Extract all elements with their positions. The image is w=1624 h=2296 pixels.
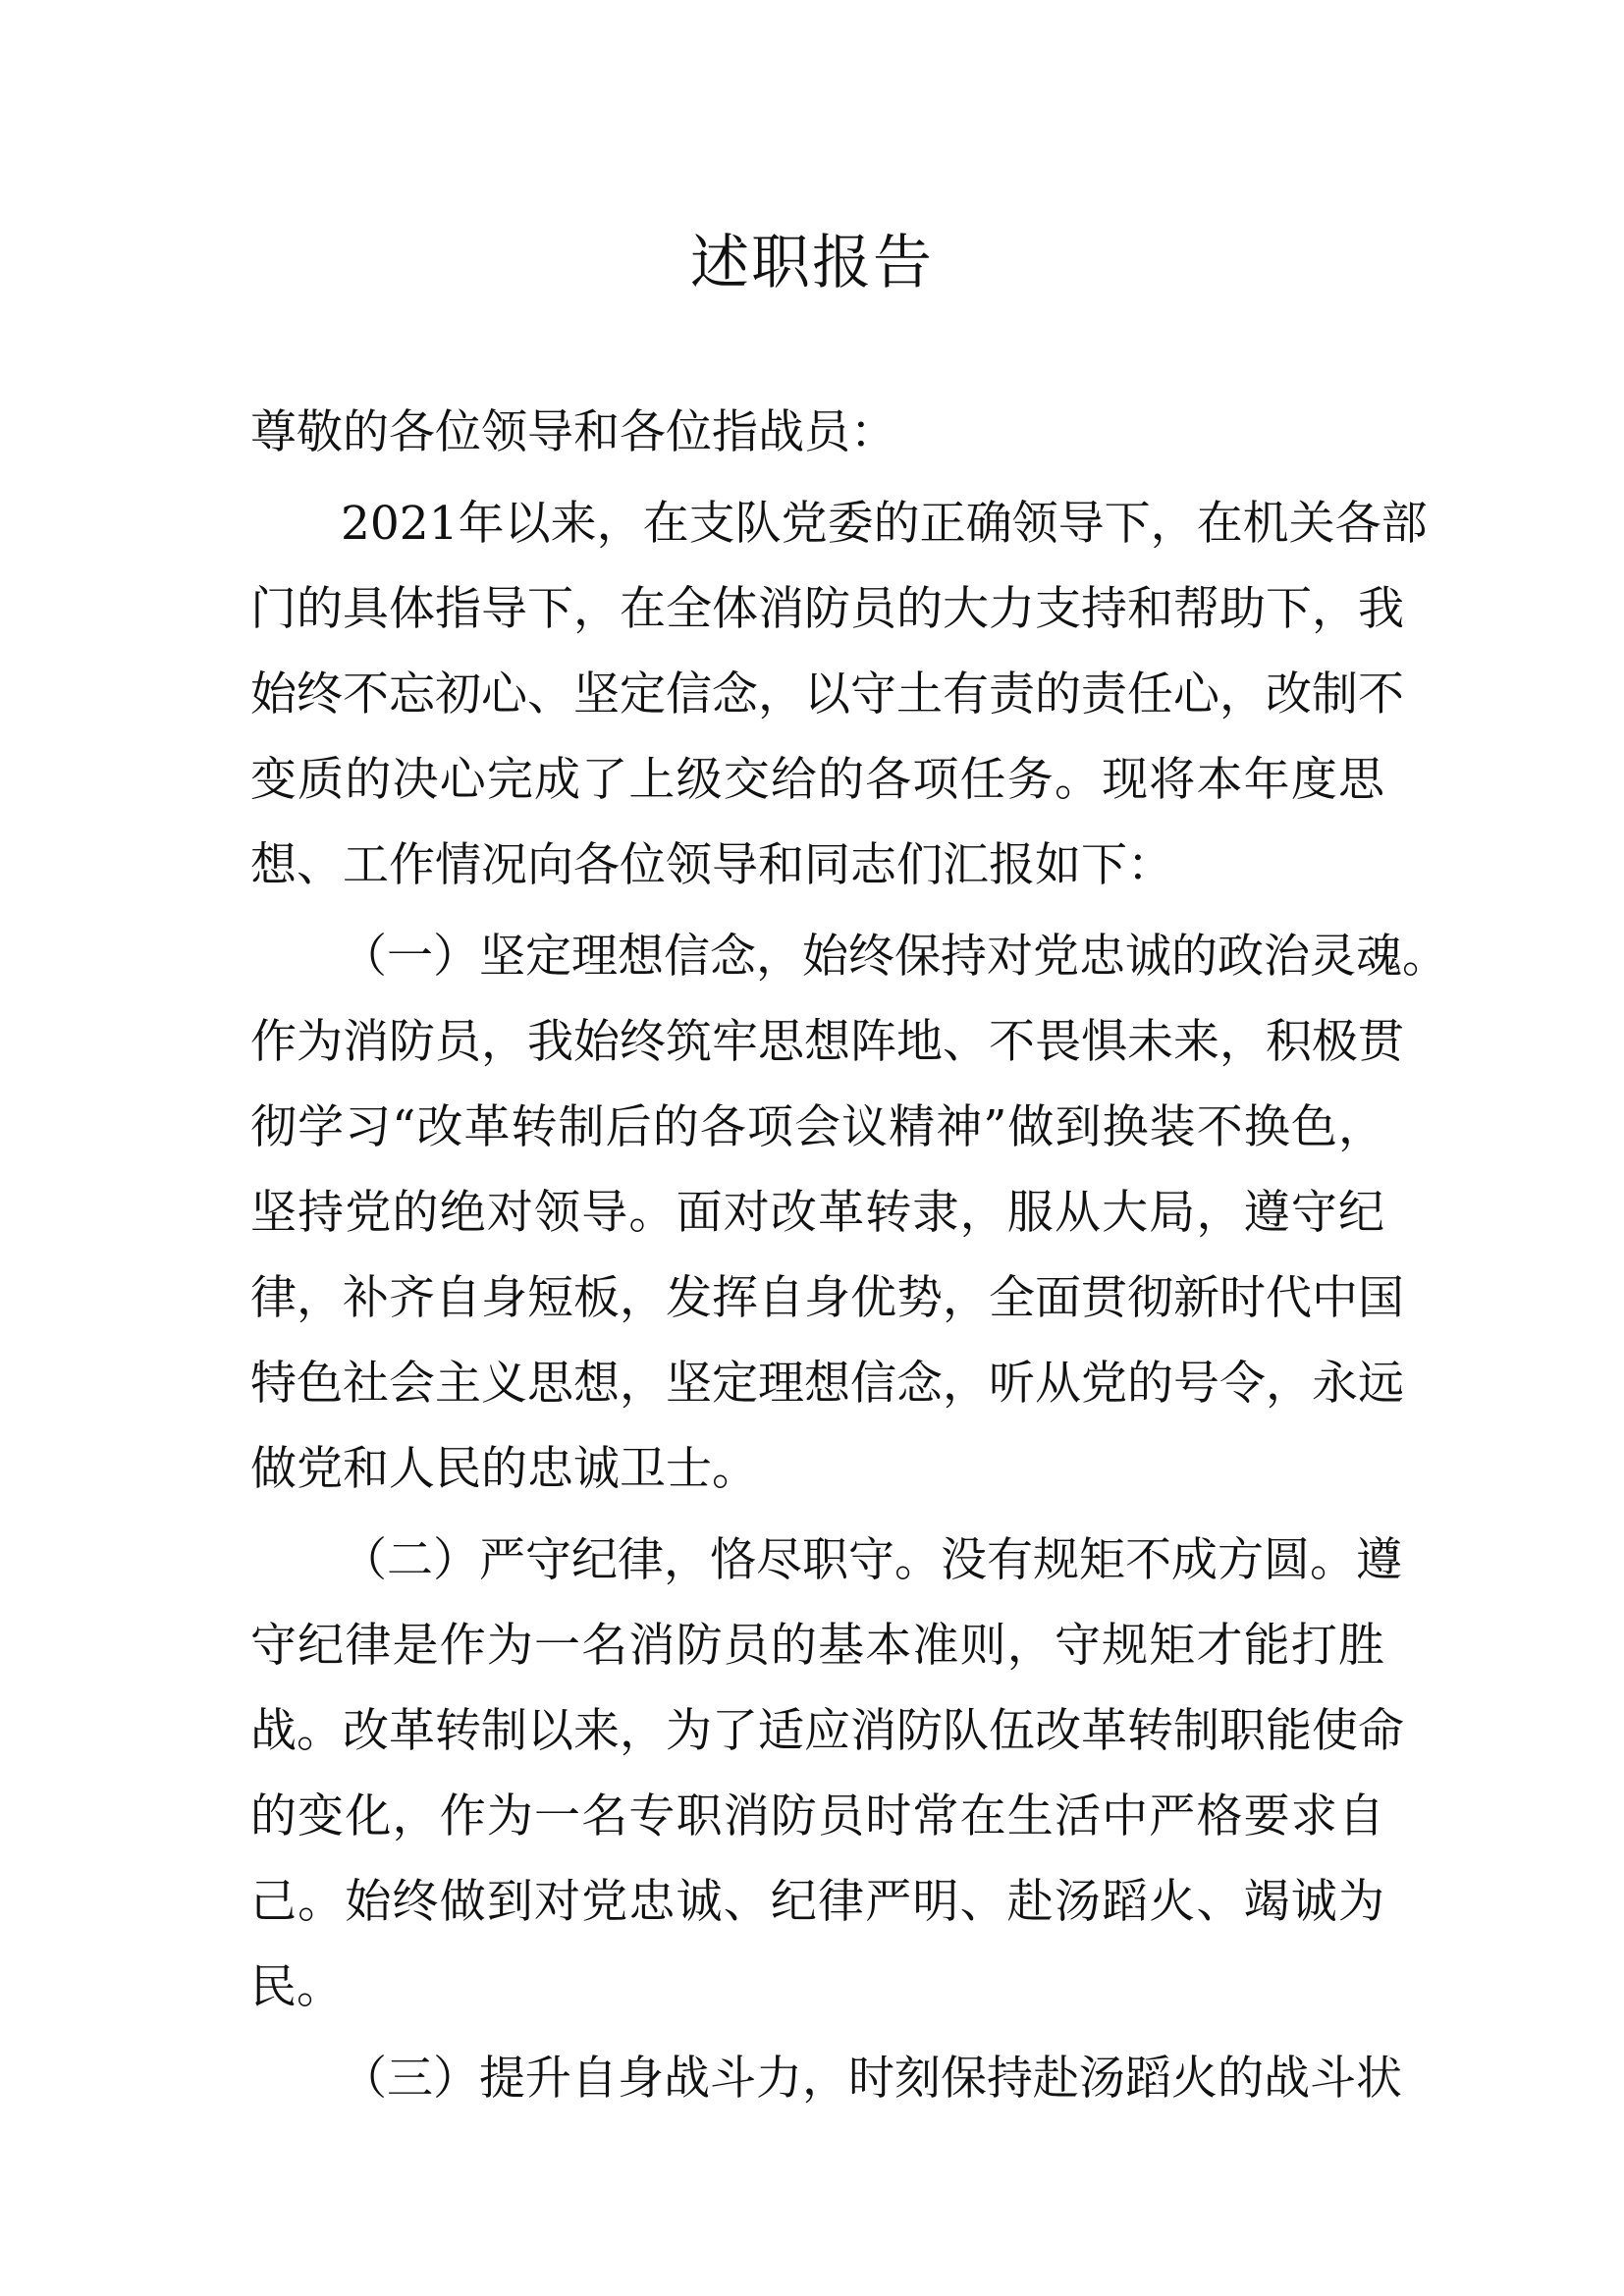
text-line: （二）严守纪律，恪尽职守。没有规矩不成方圆。遵	[341, 1533, 1402, 1587]
text-line: 始终不忘初心、坚定信念，以守土有责的责任心，改制不	[250, 667, 1404, 721]
text-line: 想、工作情况向各位领导和同志们汇报如下：	[250, 838, 1173, 892]
document-body	[250, 390, 1448, 2127]
text-line: 做党和人民的忠诚卫士。	[250, 1442, 758, 1496]
text-line: 特色社会主义思想，坚定理想信念，听从党的号令，永远	[250, 1357, 1404, 1411]
text-line: 守纪律是作为一名消防员的基本准则，守规矩才能打胜	[250, 1619, 1384, 1673]
text-line: 作为消防员，我始终筑牢思想阵地、不畏惧未来，积极贯	[250, 1015, 1404, 1069]
text-line: 门的具体指导下，在全体消防员的大力支持和帮助下，我	[250, 582, 1404, 636]
paragraph	[250, 914, 1448, 1512]
text-line: 变质的决心完成了上级交给的各项任务。现将本年度思	[250, 753, 1384, 807]
text-line: 己。始终做到对党忠诚、纪律严明、赴汤蹈火、竭诚为	[250, 1875, 1384, 1929]
greeting: 尊敬的各位领导和各位指战员：	[250, 405, 896, 459]
text-line: 的变化，作为一名专职消防员时常在生活中严格要求自	[250, 1789, 1384, 1843]
document-title: 述职报告	[690, 229, 934, 297]
text-line: 战。改革转制以来，为了适应消防队伍改革转制职能使命	[250, 1704, 1404, 1758]
text-line: 坚持党的绝对领导。面对改革转隶，服从大局，遵守纪	[250, 1186, 1384, 1240]
text-line: 民。	[250, 1960, 343, 2014]
text-line: （一）坚定理想信念，始终保持对党忠诚的政治灵魂。	[341, 930, 1448, 984]
paragraph	[250, 481, 1428, 908]
text-line: （三）提升自身战斗力，时刻保持赴汤蹈火的战斗状	[341, 2052, 1402, 2106]
text-line: 律，补齐自身短板，发挥自身优势，全面贯彻新时代中国	[250, 1271, 1404, 1325]
greeting-paragraph	[250, 390, 1384, 475]
paragraph	[250, 1518, 1404, 2030]
paragraphs	[250, 481, 1448, 2121]
paragraph	[250, 2036, 1402, 2121]
text-line: 彻学习“改革转制后的各项会议精神”做到换装不换色，	[250, 1100, 1384, 1154]
text-line: 2021年以来，在支队党委的正确领导下，在机关各部	[341, 497, 1428, 551]
